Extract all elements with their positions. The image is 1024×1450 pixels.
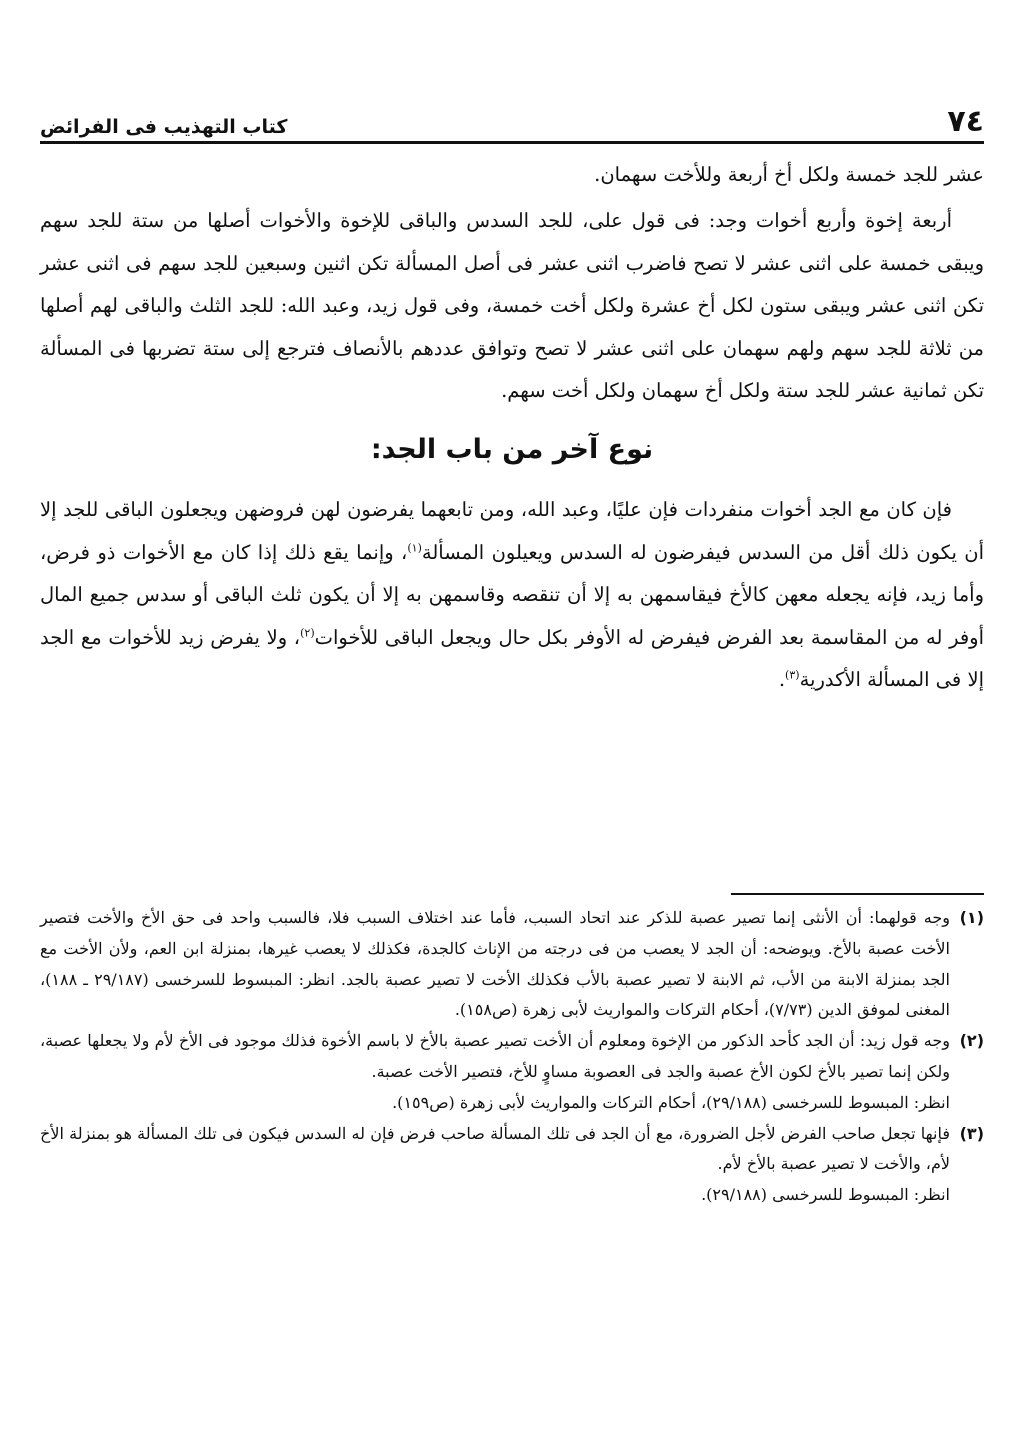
footnote-number: (٢) xyxy=(959,1031,984,1051)
running-header xyxy=(40,96,984,144)
footnote-separator xyxy=(731,893,984,895)
footnote-ref-3[interactable]: (٣) xyxy=(785,668,800,682)
paragraph-continuation: عشر للجد خمسة ولكل أخ أربعة وللأخت سهمان. xyxy=(594,163,984,186)
footnote-number: (١) xyxy=(959,908,984,927)
main-text xyxy=(40,154,984,701)
footnote-2 xyxy=(40,1026,984,1118)
footnote-text: وجه قول زيد: أن الجد كأحد الذكور من الإخوة ومعلوم أن الأخت تصير عصبة بالأخ لا باسم الأخوة فذلك موجود فى الأخ لأم ولا يجعلها عصبة، ولكن إنما تصير بالأخ لكون الأخ عصبة والجد فى العصوبة مساوٍ للأخ، فتصير الأخت عصبة. xyxy=(40,1031,950,1081)
footnote-text: وجه قولهما: أن الأنثى إنما تصير عصبة للذكر عند اتحاد السبب، فأما عند اختلاف السبب فلا، فالسبب واحد فى حق الأخ والأخت فتصير الأخت عصبة بالأخ. ويوضحه: أن الجد لا يعصب من فى درجته من الإناث كالجدة، فكذلك لا يعصب غيرها، بمنزلة ابن العم، ولأن الأخت مع الجد بمنزلة الابنة من الأب، ثم الابنة لا تصير عصبة بالأب فكذلك الأخت لا تصير عصبة بالجد. انظر: المبسوط للسرخسى (٢٩/١٨٧ ـ ١٨٨)، المغنى لموفق الدين (٧/٧٣)، أحكام التركات والمواريث لأبى زهرة (ص١٥٨). xyxy=(40,908,950,1020)
paragraph-section xyxy=(40,489,984,701)
paragraph-end: . xyxy=(778,668,786,692)
footnotes xyxy=(40,903,984,1211)
page-number: ٧٤ xyxy=(947,104,984,139)
footnote-body xyxy=(40,903,950,1026)
footnote-3 xyxy=(40,1119,984,1211)
footnote-reference: انظر: المبسوط للسرخسى (٢٩/١٨٨). xyxy=(701,1185,950,1205)
paragraph-text: ، وإنما يقع ذلك إذا كان مع الأخوات ذو فرض، وأما زيد، فإنه يجعله معهن كالأخ فيقاسمهن به إلا أن تنقصه وقاسمهن به إلا أن يكون ثلث الباقى أو سدس جميع المال أوفر له من المقاسمة بعد الفرض فيفرض له الأوفر بكل حال ويجعل الباقى للأخوات xyxy=(40,540,985,649)
footnote-number: (٣) xyxy=(959,1123,984,1143)
paragraph-text: ، ولا يفرض زيد للأخوات مع الجد إلا فى المسألة الأكدرية xyxy=(40,625,984,692)
footnote-body xyxy=(40,1119,950,1211)
footnote-ref-1[interactable]: (١) xyxy=(407,541,422,555)
footnote-reference: انظر: المبسوط للسرخسى (٢٩/١٨٨)، أحكام التركات والمواريث لأبى زهرة (ص١٥٩). xyxy=(392,1092,950,1112)
footnote-text: فإنها تجعل صاحب الفرض لأجل الضرورة، مع أن الجد فى تلك المسألة صاحب فرض فإن له السدس فيكون فى تلك المسألة هو بمنزلة الأخ لأم، والأخت لا تصير عصبة بالأخ لأم. xyxy=(40,1123,950,1174)
paragraph-text: فإن كان مع الجد أخوات منفردات فإن عليًا، وعبد الله، ومن تابعهما يفرضون لهن فروضهن ويجعلون الباقى للجد إلا أن يكون ذلك أقل من السدس فيفرضون له السدس ويعيلون المسألة xyxy=(40,498,984,564)
paragraph-example: أربعة إخوة وأربع أخوات وجد: فى قول على، للجد السدس والباقى للإخوة والأخوات أصلها من ستة للجد سهم ويبقى خمسة على اثنى عشر لا تصح فاضرب اثنى عشر فى أصل المسألة تكن اثنين وسبعين للجد سهم فى اثنى عشر تكن اثنى عشر ويبقى ستون لكل أخ عشرة ولكل أخت خمسة، وفى قول زيد، وعبد الله: للجد الثلث والباقى لهم أصلها من ثلاثة للجد سهم ولهم سهمان على اثنى عشر لا تصح وتوافق عددهم بالأنصاف فترجع إلى ستة تضربها فى المسألة تكن ثمانية عشر للجد ستة ولكل أخ سهمان ولكل أخت سهم. xyxy=(40,209,984,403)
book-title: كتاب التهذيب فى الفرائض xyxy=(40,116,288,138)
footnote-1 xyxy=(40,903,984,1026)
section-heading: نوع آخر من باب الجد: xyxy=(370,434,654,466)
footnote-ref-2[interactable]: (٢) xyxy=(300,626,315,640)
footnote-body xyxy=(40,1026,950,1118)
